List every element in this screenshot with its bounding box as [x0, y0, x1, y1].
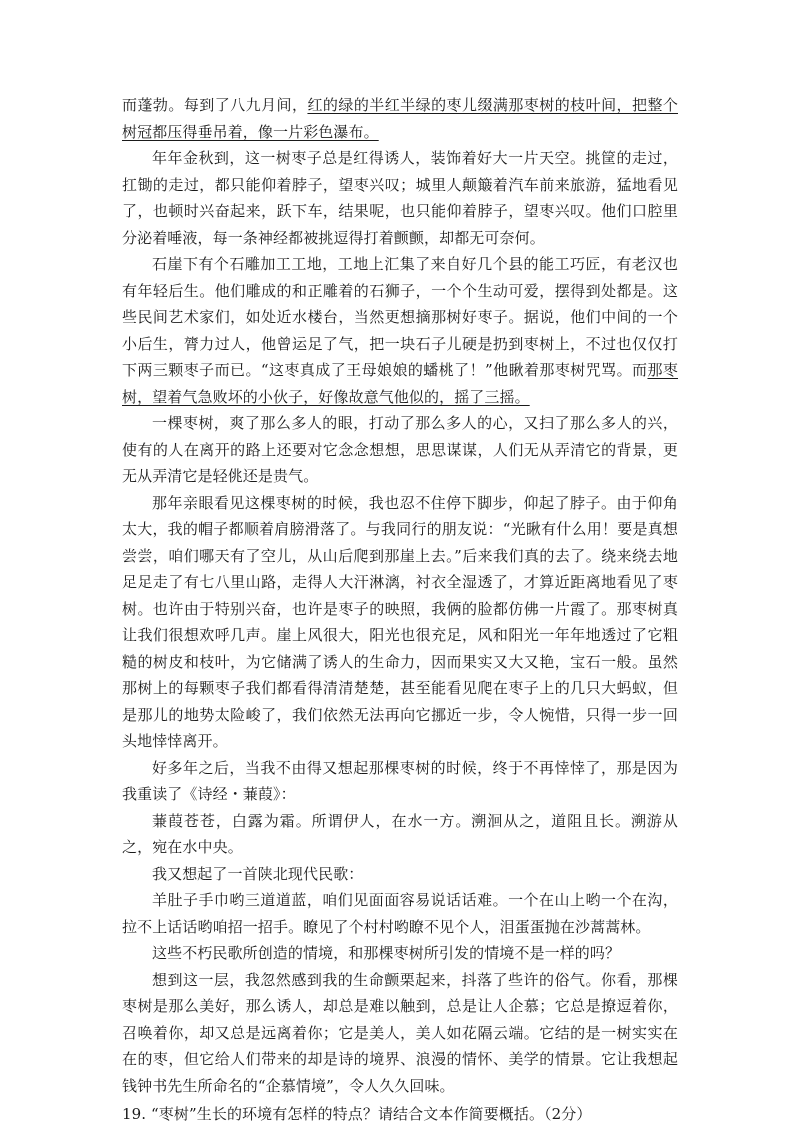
paragraph-3-text: 石崖下有个石雕加工工地，工地上汇集了来自好几个县的能工巧匠，有老汉也有年轻后生。他们雕成的和正雕着的石狮子，一个个生动可爱，摆得到处都是。这些民间艺术家们，如处近水楼台，当然更想摘那树好枣子。据说，他们中间的一个小后生，膂力过人，他曾运足了气，把一块石子儿硬是扔到枣树上，不过也仅仅打下两三颗枣子而已。“这枣真成了王母娘娘的蟠桃了！”他瞅着那枣树咒骂。而: [122, 255, 678, 379]
paragraph-6: 好多年之后，当我不由得又想起那棵枣树的时候，终于不再悻悻了，那是因为我重读了《诗经・蒹葭》：: [122, 758, 678, 803]
paragraph-8: 我又想起了一首陕北现代民歌：: [152, 864, 364, 883]
paragraph-3-underlined-text: 那枣树，望着气急败坏的小伙子，好像故意气他似的，摇了三摇。: [122, 361, 679, 406]
paragraph-3: [122, 251, 678, 410]
paragraph-1-underlined-text: 红的绿的半红半绿的枣儿缀满那枣树的枝叶间，把整个树冠都压得垂吊着，像一片彩色瀑布。: [122, 96, 678, 141]
paragraph-4: 一棵枣树，爽了那么多人的眼，打动了那么多人的心，又扫了那么多人的兴，使有的人在离开的路上还要对它念念想想，思思谋谋，人们无从弄清它的背景，更无从弄清它是轻佻还是贵气。: [122, 414, 678, 485]
question-19: 19. “枣树”生长的环境有怎样的特点？请结合文本作简要概括。（2分）: [122, 1105, 592, 1123]
paragraph-2: 年年金秋到，这一树枣子总是红得诱人，装饰着好大一片天空。挑筐的走过，扛锄的走过，都只能仰着脖子，望枣兴叹；城里人颠簸着汽车前来旅游，猛地看见了，也顿时兴奋起来，跃下车，结果呢，也只能仰着脖子，望枣兴叹。他们口腔里分泌着唾液，每一条神经都被挑逗得打着颤颤，却都无可奈何。: [122, 149, 678, 247]
paragraph-1-text: 而蓬勃。每到了八九月间，: [122, 96, 308, 114]
paragraph-5: 那年亲眼看见这棵枣树的时候，我也忍不住停下脚步，仰起了脖子。由于仰角太大，我的帽子都顺着肩膀滑落了。与我同行的朋友说：“光瞅有什么用！要是真想尝尝，咱们哪天有了空儿，从山后爬到那崖上去。”后来我们真的去了。绕来绕去地足足走了有七八里山路，走得人大汗淋漓，衬衣全湿透了，才算近距离地看见了枣树。也许由于特别兴奋，也许是枣子的映照，我俩的脸都仿佛一片霞了。那枣树真让我们很想欢呼几声。崖上风很大，阳光也很充足，风和阳光一年年地透过了它粗糙的树皮和枝叶，为它储满了诱人的生命力，因而果实又大又艳，宝石一般。虽然那树上的每颗枣子我们都看得清清楚楚，甚至能看见爬在枣子上的几只大蚂蚁，但是那儿的地势太险峻了，我们依然无法再向它挪近一步，令人惋惜，只得一步一回头地悻悻离开。: [122, 493, 678, 750]
folk-song-quote: 羊肚子手巾哟三道道蓝，咱们见面面容易说话话难。一个在山上哟一个在沟，拉不上话话哟咱招一招手。瞭见了个村村哟瞭不见个人，泪蛋蛋抛在沙蒿蒿林。: [122, 891, 678, 936]
paragraph-10: 这些不朽民歌所创造的情境，和那棵枣树所引发的情境不是一样的吗？: [152, 944, 621, 962]
poem-quote: 蒹葭苍苍，白露为霜。所谓伊人，在水一方。溯洄从之，道阻且长。溯游从之，宛在水中央。: [122, 811, 678, 856]
paragraph-11: 想到这一层，我忽然感到我的生命颤栗起来，抖落了些许的俗气。你看，那棵枣树是那么美好，那么诱人，却总是难以触到，总是让人企慕；它总是撩逗着你，召唤着你，却又总是远离着你；它是美人，美人如花隔云端。它结的是一树实实在在的枣，但它给人们带来的却是诗的境界、浪漫的情怀、美学的情景。它让我想起钱钟书先生所命名的“企慕情境”，令人久久回味。: [122, 970, 678, 1095]
document-page: [122, 92, 678, 1128]
paragraph-1: [122, 92, 678, 145]
